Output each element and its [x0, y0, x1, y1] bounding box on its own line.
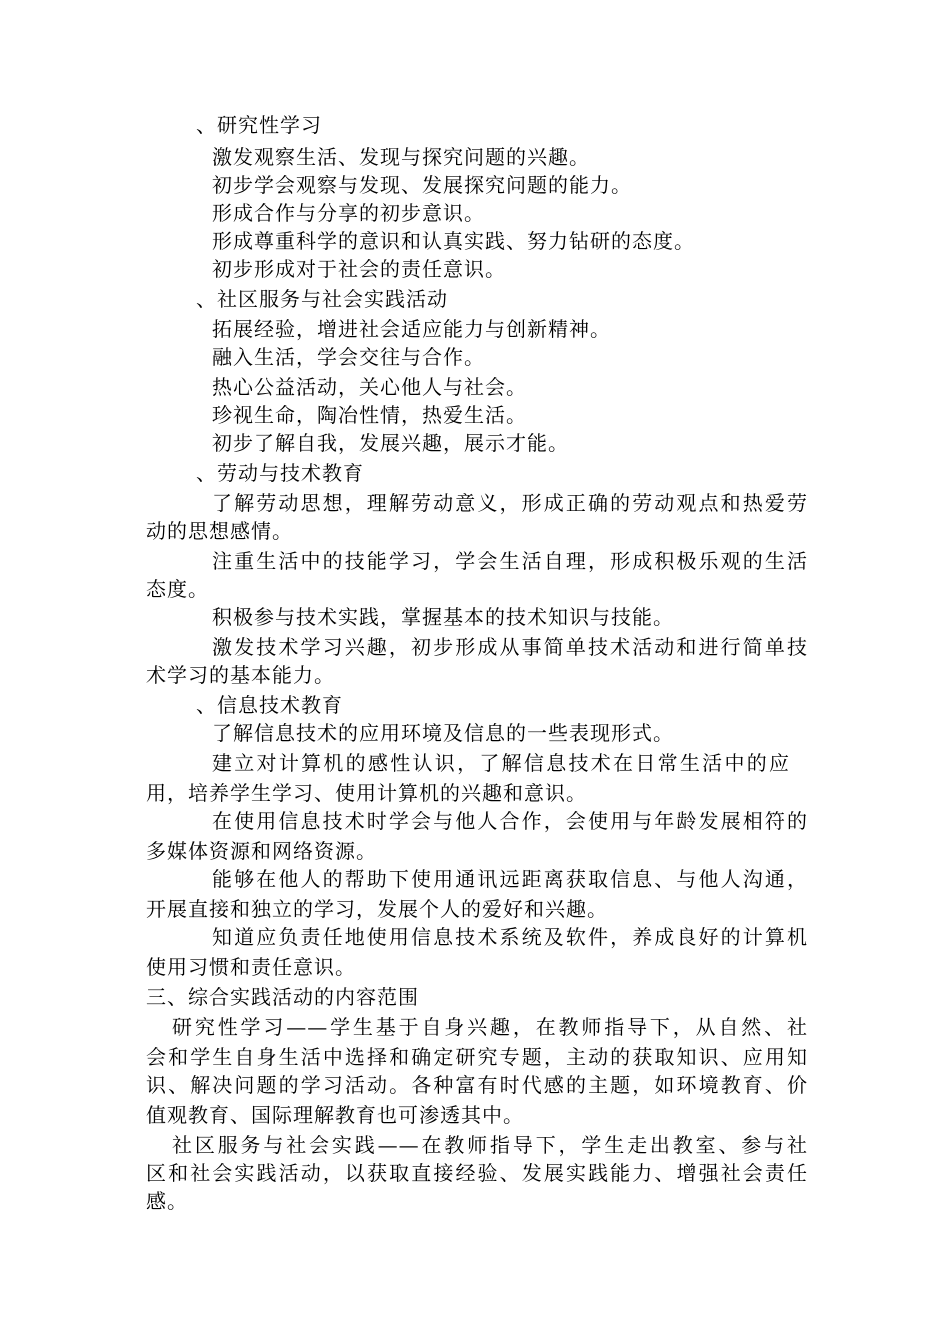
community-goal-5: 初步了解自我，发展兴趣，展示才能。 [212, 431, 569, 455]
labor-goal-4-line-2: 术学习的基本能力。 [146, 663, 335, 687]
research-definition-line-1: 研究性学习——学生基于自身兴趣，在教师指导下，从自然、社 [172, 1015, 808, 1039]
research-goal-2: 初步学会观察与发现、发展探究问题的能力。 [212, 173, 632, 197]
it-goal-5-line-1: 知道应负责任地使用信息技术系统及软件，养成良好的计算机 [212, 925, 808, 949]
community-definition-line-3: 感。 [146, 1189, 188, 1213]
chapter-heading-content-scope: 三、综合实践活动的内容范围 [146, 985, 419, 1009]
it-goal-4-line-2: 开展直接和独立的学习，发展个人的爱好和兴趣。 [146, 897, 608, 921]
research-goal-3: 形成合作与分享的初步意识。 [212, 201, 485, 225]
labor-goal-1-line-2: 动的思想感情。 [146, 519, 293, 543]
research-definition-line-2: 会和学生自身生活中选择和确定研究专题，主动的获取知识、应用知 [146, 1045, 808, 1069]
research-definition-line-3: 识、解决问题的学习活动。各种富有时代感的主题，如环境教育、价 [146, 1073, 808, 1097]
section-heading-community-service: 、社区服务与社会实践活动 [196, 287, 448, 311]
community-definition-line-2: 区和社会实践活动，以获取直接经验、发展实践能力、增强社会责任 [146, 1161, 808, 1185]
it-goal-3-line-1: 在使用信息技术时学会与他人合作，会使用与年龄发展相符的 [212, 809, 808, 833]
labor-goal-2-line-2: 态度。 [146, 577, 209, 601]
labor-goal-4-line-1: 激发技术学习兴趣，初步形成从事简单技术活动和进行简单技 [212, 635, 808, 659]
research-goal-1: 激发观察生活、发现与探究问题的兴趣。 [212, 145, 590, 169]
it-goal-5-line-2: 使用习惯和责任意识。 [146, 955, 356, 979]
section-heading-research-learning: 、研究性学习 [196, 113, 322, 137]
research-goal-5: 初步形成对于社会的责任意识。 [212, 257, 506, 281]
it-goal-4-line-1: 能够在他人的帮助下使用通讯远距离获取信息、与他人沟通， [212, 867, 808, 891]
community-goal-4: 珍视生命，陶冶性情，热爱生活。 [212, 403, 527, 427]
research-goal-4: 形成尊重科学的意识和认真实践、努力钻研的态度。 [212, 229, 695, 253]
it-goal-3-line-2: 多媒体资源和网络资源。 [146, 839, 377, 863]
research-definition-line-4: 值观教育、国际理解教育也可渗透其中。 [146, 1103, 524, 1127]
community-definition-line-1: 社区服务与社会实践——在教师指导下，学生走出教室、参与社 [172, 1133, 808, 1157]
section-heading-labor-technology: 、劳动与技术教育 [196, 461, 364, 485]
community-goal-3: 热心公益活动，关心他人与社会。 [212, 375, 527, 399]
it-goal-2-line-1: 建立对计算机的感性认识，了解信息技术在日常生活中的应 [212, 751, 790, 775]
labor-goal-2-line-1: 注重生活中的技能学习，学会生活自理，形成积极乐观的生活 [212, 549, 808, 573]
it-goal-2-line-2: 用，培养学生学习、使用计算机的兴趣和意识。 [146, 781, 587, 805]
community-goal-1: 拓展经验，增进社会适应能力与创新精神。 [212, 317, 611, 341]
community-goal-2: 融入生活，学会交往与合作。 [212, 345, 485, 369]
labor-goal-3: 积极参与技术实践，掌握基本的技术知识与技能。 [212, 605, 674, 629]
labor-goal-1-line-1: 了解劳动思想，理解劳动意义，形成正确的劳动观点和热爱劳 [212, 491, 808, 515]
section-heading-information-technology: 、信息技术教育 [196, 693, 343, 717]
it-goal-1: 了解信息技术的应用环境及信息的一些表现形式。 [212, 721, 674, 745]
